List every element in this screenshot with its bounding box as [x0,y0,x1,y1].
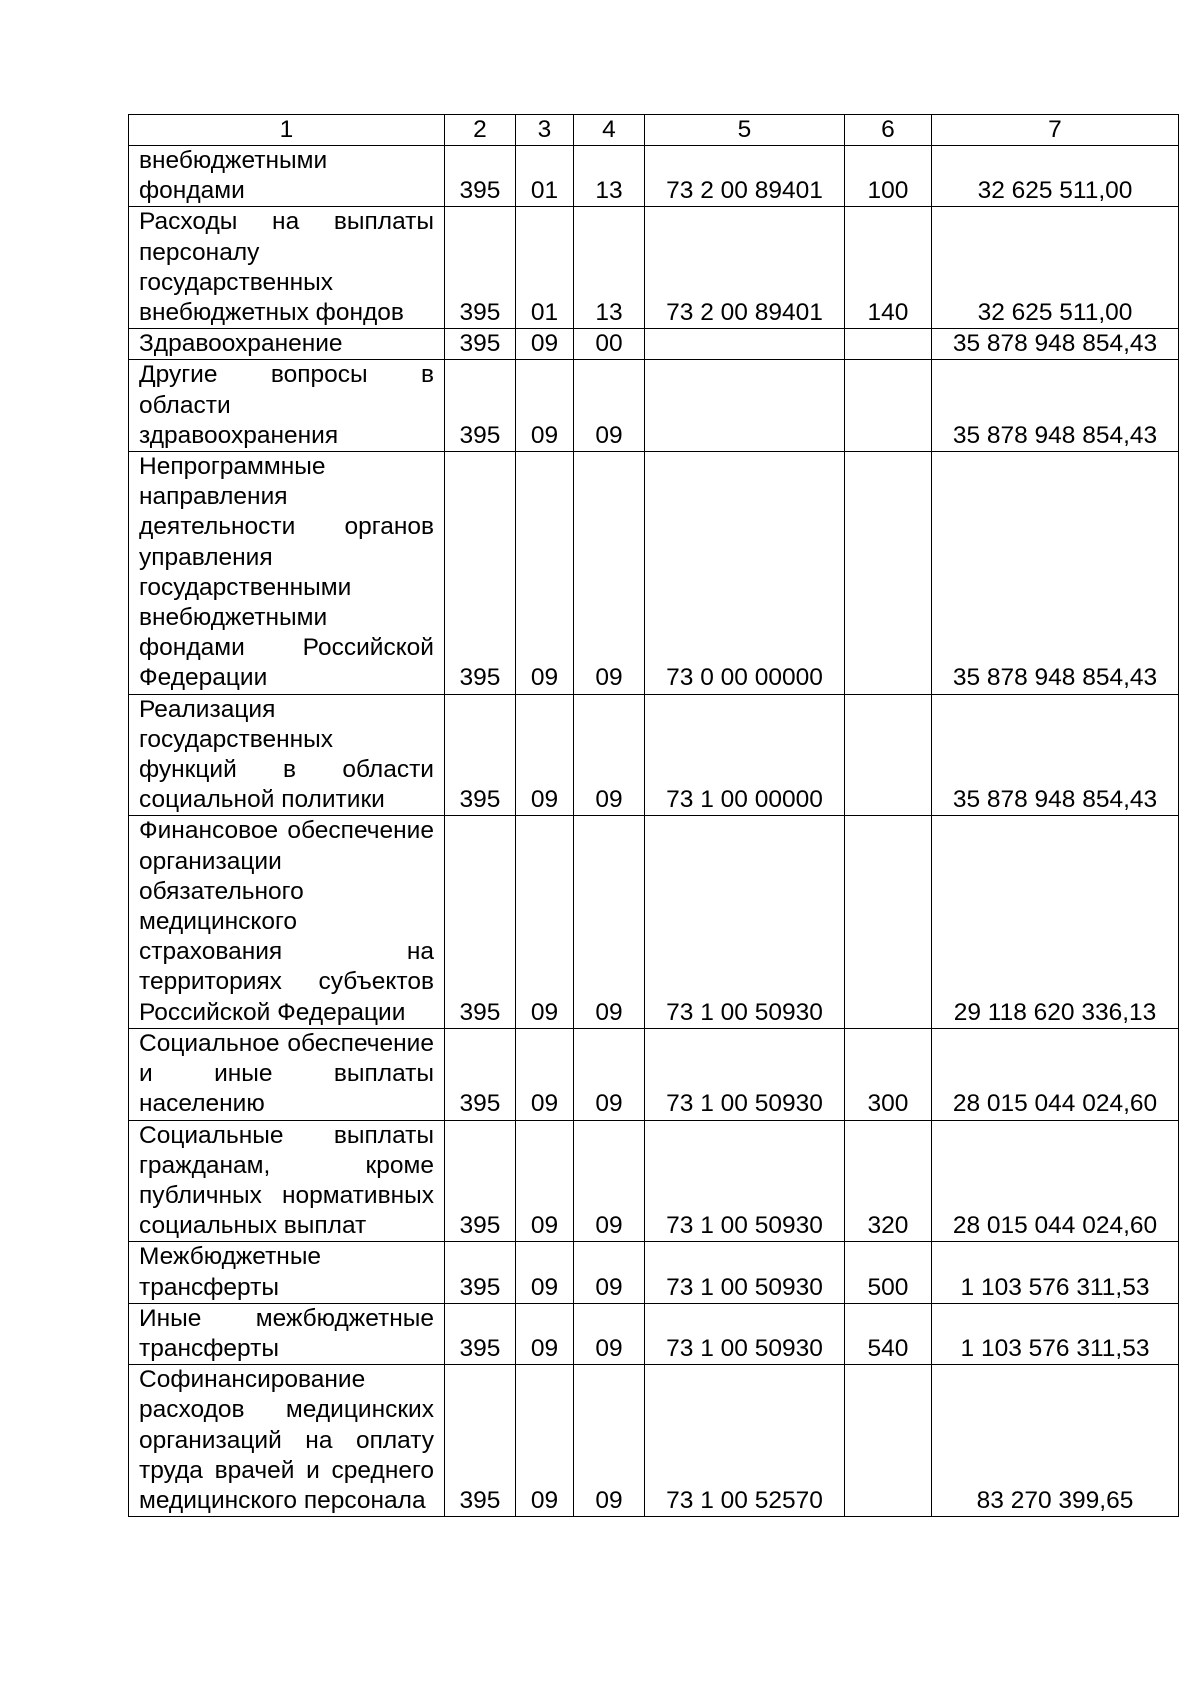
row-section-cell: 09 [516,329,574,360]
document-page [128,114,1178,1517]
table-row [129,1242,1179,1303]
header-cell-1: 1 [129,115,445,146]
row-target-article-cell: 73 1 00 50930 [645,816,845,1028]
table-row [129,360,1179,452]
row-subsection-cell: 09 [574,1303,645,1364]
row-target-article-cell: 73 1 00 50930 [645,1242,845,1303]
row-expense-type-cell: 540 [845,1303,932,1364]
row-subsection-cell: 09 [574,816,645,1028]
row-subsection-cell: 00 [574,329,645,360]
row-name-cell: Иные межбюджетные трансферты [129,1303,445,1364]
row-section-cell: 09 [516,1120,574,1242]
header-cell-3: 3 [516,115,574,146]
row-target-article-cell [645,329,845,360]
row-section-cell: 09 [516,360,574,452]
row-target-article-cell: 73 1 00 52570 [645,1365,845,1517]
budget-table [128,114,1179,1517]
row-section-cell: 09 [516,1303,574,1364]
table-row [129,207,1179,329]
row-expense-type-cell [845,694,932,816]
row-subsection-cell: 09 [574,1028,645,1120]
row-code-cell: 395 [445,1242,516,1303]
row-name-cell: Социальное обеспечение и иные выплаты населению [129,1028,445,1120]
row-section-cell: 09 [516,694,574,816]
row-name-cell: Реализация государственных функций в области социальной политики [129,694,445,816]
row-expense-type-cell [845,452,932,695]
row-code-cell: 395 [445,1120,516,1242]
row-name-cell: Социальные выплаты гражданам, кроме публичных нормативных социальных выплат [129,1120,445,1242]
row-expense-type-cell [845,1365,932,1517]
row-target-article-cell: 73 2 00 89401 [645,146,845,207]
row-code-cell: 395 [445,1365,516,1517]
row-amount-cell: 35 878 948 854,43 [932,360,1179,452]
row-target-article-cell: 73 1 00 50930 [645,1303,845,1364]
table-row [129,452,1179,695]
table-row [129,1028,1179,1120]
row-section-cell: 09 [516,1365,574,1517]
row-section-cell: 09 [516,1028,574,1120]
row-code-cell: 395 [445,452,516,695]
header-row [129,115,1179,146]
row-code-cell: 395 [445,146,516,207]
row-amount-cell: 1 103 576 311,53 [932,1242,1179,1303]
table-row [129,694,1179,816]
row-amount-cell: 32 625 511,00 [932,146,1179,207]
header-cell-5: 5 [645,115,845,146]
row-section-cell: 01 [516,207,574,329]
row-name-cell: Непрограммные направления деятельности органов управления государственными внебюджетными фондами Российской Федерации [129,452,445,695]
row-amount-cell: 35 878 948 854,43 [932,452,1179,695]
row-name-cell: Межбюджетные трансферты [129,1242,445,1303]
row-target-article-cell: 73 1 00 50930 [645,1120,845,1242]
row-amount-cell: 35 878 948 854,43 [932,694,1179,816]
row-name-cell: Расходы на выплаты персоналу государственных внебюджетных фондов [129,207,445,329]
row-code-cell: 395 [445,694,516,816]
row-target-article-cell [645,360,845,452]
row-amount-cell: 83 270 399,65 [932,1365,1179,1517]
row-amount-cell: 28 015 044 024,60 [932,1120,1179,1242]
table-row [129,329,1179,360]
row-expense-type-cell: 500 [845,1242,932,1303]
row-name-cell: Финансовое обеспечение организации обязательного медицинского страхования на территориях субъектов Российской Федерации [129,816,445,1028]
row-subsection-cell: 09 [574,1120,645,1242]
table-row [129,146,1179,207]
table-row [129,816,1179,1028]
row-section-cell: 09 [516,816,574,1028]
row-amount-cell: 35 878 948 854,43 [932,329,1179,360]
row-expense-type-cell: 320 [845,1120,932,1242]
row-code-cell: 395 [445,1303,516,1364]
row-code-cell: 395 [445,816,516,1028]
row-amount-cell: 28 015 044 024,60 [932,1028,1179,1120]
row-expense-type-cell: 300 [845,1028,932,1120]
row-name-cell: Другие вопросы в области здравоохранения [129,360,445,452]
row-subsection-cell: 09 [574,360,645,452]
row-expense-type-cell [845,329,932,360]
row-code-cell: 395 [445,360,516,452]
table-row [129,1303,1179,1364]
row-amount-cell: 32 625 511,00 [932,207,1179,329]
row-subsection-cell: 13 [574,146,645,207]
row-amount-cell: 29 118 620 336,13 [932,816,1179,1028]
row-expense-type-cell: 140 [845,207,932,329]
header-cell-4: 4 [574,115,645,146]
row-target-article-cell: 73 1 00 50930 [645,1028,845,1120]
header-cell-7: 7 [932,115,1179,146]
row-subsection-cell: 09 [574,452,645,695]
row-expense-type-cell: 100 [845,146,932,207]
row-section-cell: 09 [516,1242,574,1303]
row-target-article-cell: 73 2 00 89401 [645,207,845,329]
header-cell-2: 2 [445,115,516,146]
row-name-cell: Здравоохранение [129,329,445,360]
row-code-cell: 395 [445,1028,516,1120]
row-name-cell: внебюджетными фондами [129,146,445,207]
row-target-article-cell: 73 1 00 00000 [645,694,845,816]
header-cell-6: 6 [845,115,932,146]
row-expense-type-cell [845,816,932,1028]
table-row [129,1120,1179,1242]
row-subsection-cell: 09 [574,1242,645,1303]
row-code-cell: 395 [445,207,516,329]
row-amount-cell: 1 103 576 311,53 [932,1303,1179,1364]
row-section-cell: 01 [516,146,574,207]
row-expense-type-cell [845,360,932,452]
row-subsection-cell: 13 [574,207,645,329]
row-subsection-cell: 09 [574,1365,645,1517]
row-section-cell: 09 [516,452,574,695]
row-name-cell: Софинансирование расходов медицинских организаций на оплату труда врачей и среднего медицинского персонала [129,1365,445,1517]
row-target-article-cell: 73 0 00 00000 [645,452,845,695]
table-row [129,1365,1179,1517]
row-subsection-cell: 09 [574,694,645,816]
row-code-cell: 395 [445,329,516,360]
